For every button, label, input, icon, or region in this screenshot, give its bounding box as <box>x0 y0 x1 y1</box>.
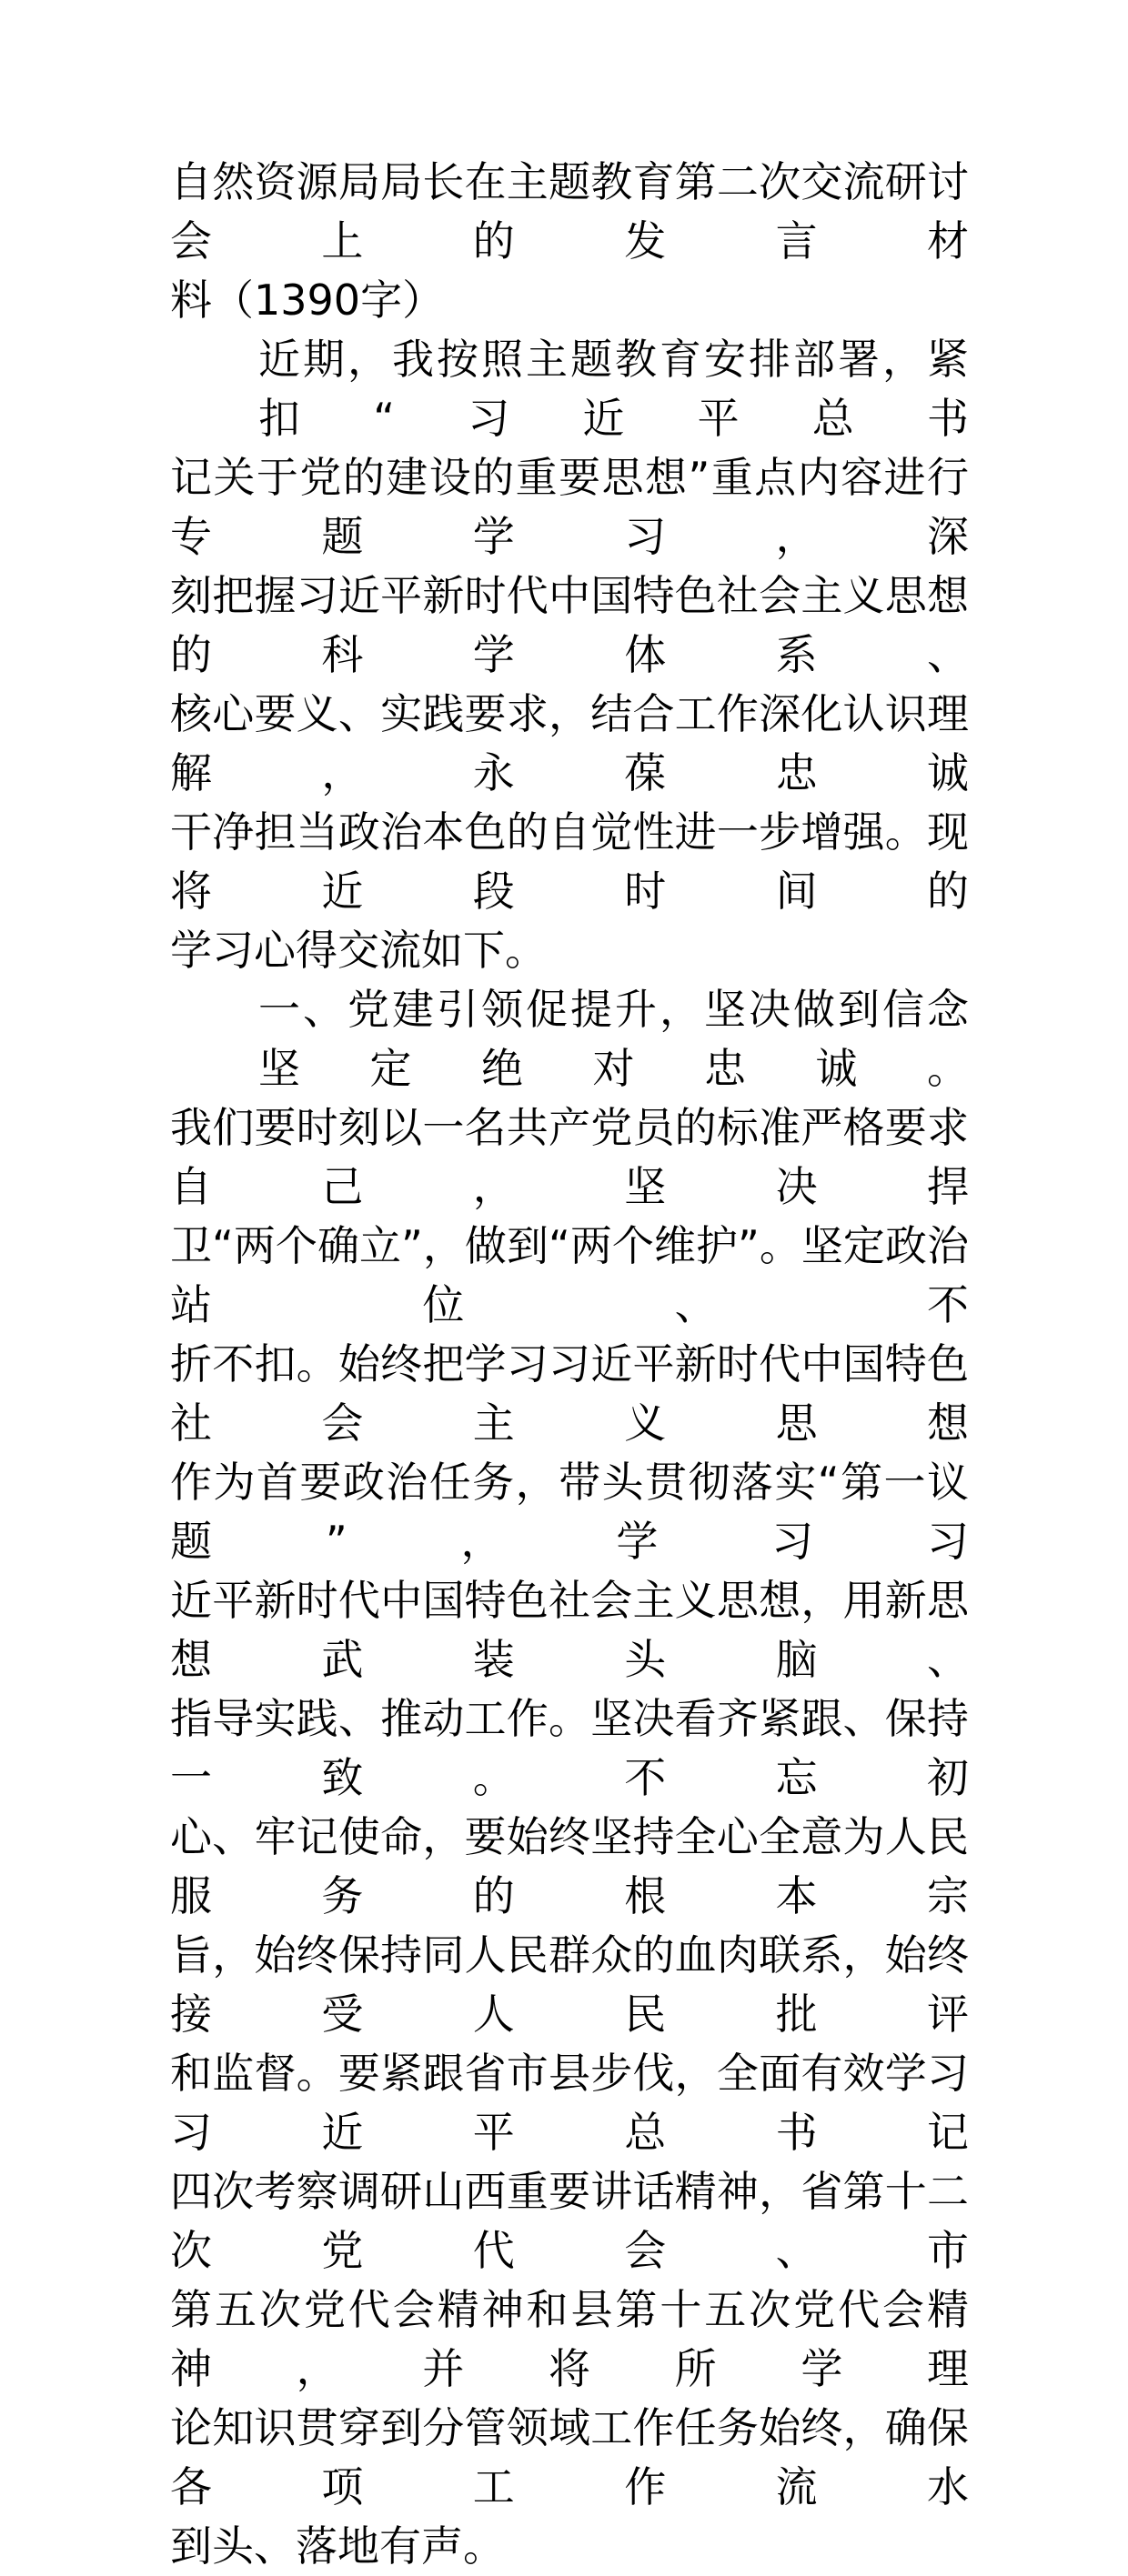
document-title <box>170 153 969 330</box>
paragraph-line: 刻把握习近平新时代中国特色社会主义思想的科学体系、 <box>170 571 969 679</box>
paragraph-line: 指导实践、推动工作。坚决看齐紧跟、保持一致。不忘初 <box>170 1694 969 1802</box>
paragraph-line: 第五次党代会精神和县第十五次党代会精神，并将所学理 <box>170 2285 969 2393</box>
paragraph-line: 近期，我按照主题教育安排部署，紧扣“习近平总书 <box>258 335 969 443</box>
paragraph-line: 折不扣。始终把学习习近平新时代中国特色社会主义思想 <box>170 1339 969 1448</box>
title-line: 自然资源局局长在主题教育第二次交流研讨会上的发言材 <box>170 157 969 266</box>
title-line: 料（1390字） <box>170 276 445 325</box>
paragraph-line: 旨，始终保持同人民群众的血肉联系，始终接受人民批评 <box>170 1930 969 2039</box>
section-heading-line: 一、党建引领促提升，坚决做到信念坚定绝对忠诚。 <box>258 985 969 1093</box>
paragraph-line: 卫“两个确立”，做到“两个维护”。坚定政治站位、不 <box>170 1221 969 1329</box>
paragraph-line: 近平新时代中国特色社会主义思想，用新思想武装头脑、 <box>170 1576 969 1684</box>
paragraph-line: 到头、落地有声。 <box>170 2521 505 2571</box>
paragraph-line: 和监督。要紧跟省市县步伐，全面有效学习习近平总书记 <box>170 2049 969 2157</box>
paragraph-line: 学习心得交流如下。 <box>170 926 547 975</box>
paragraph-line: 心、牢记使命，要始终坚持全心全意为人民服务的根本宗 <box>170 1812 969 1920</box>
paragraph-line: 干净担当政治本色的自觉性进一步增强。现将近段时间的 <box>170 807 969 916</box>
paragraph-line: 论知识贯穿到分管领域工作任务始终，确保各项工作流水 <box>170 2403 969 2511</box>
paragraph-line: 记关于党的建设的重要思想”重点内容进行专题学习，深 <box>170 453 969 561</box>
document-page <box>170 153 969 2576</box>
paragraph-line: 我们要时刻以一名共产党员的标准严格要求自己，坚决捍 <box>170 1103 969 1211</box>
paragraph-line: 四次考察调研山西重要讲话精神，省第十二次党代会、市 <box>170 2167 969 2275</box>
paragraph-intro <box>170 330 969 980</box>
paragraph-line: 核心要义、实践要求，结合工作深化认识理解，永葆忠诚 <box>170 689 969 797</box>
paragraph-section-one <box>170 980 969 2576</box>
paragraph-line: 作为首要政治任务，带头贯彻落实“第一议题”，学习习 <box>170 1458 969 1566</box>
